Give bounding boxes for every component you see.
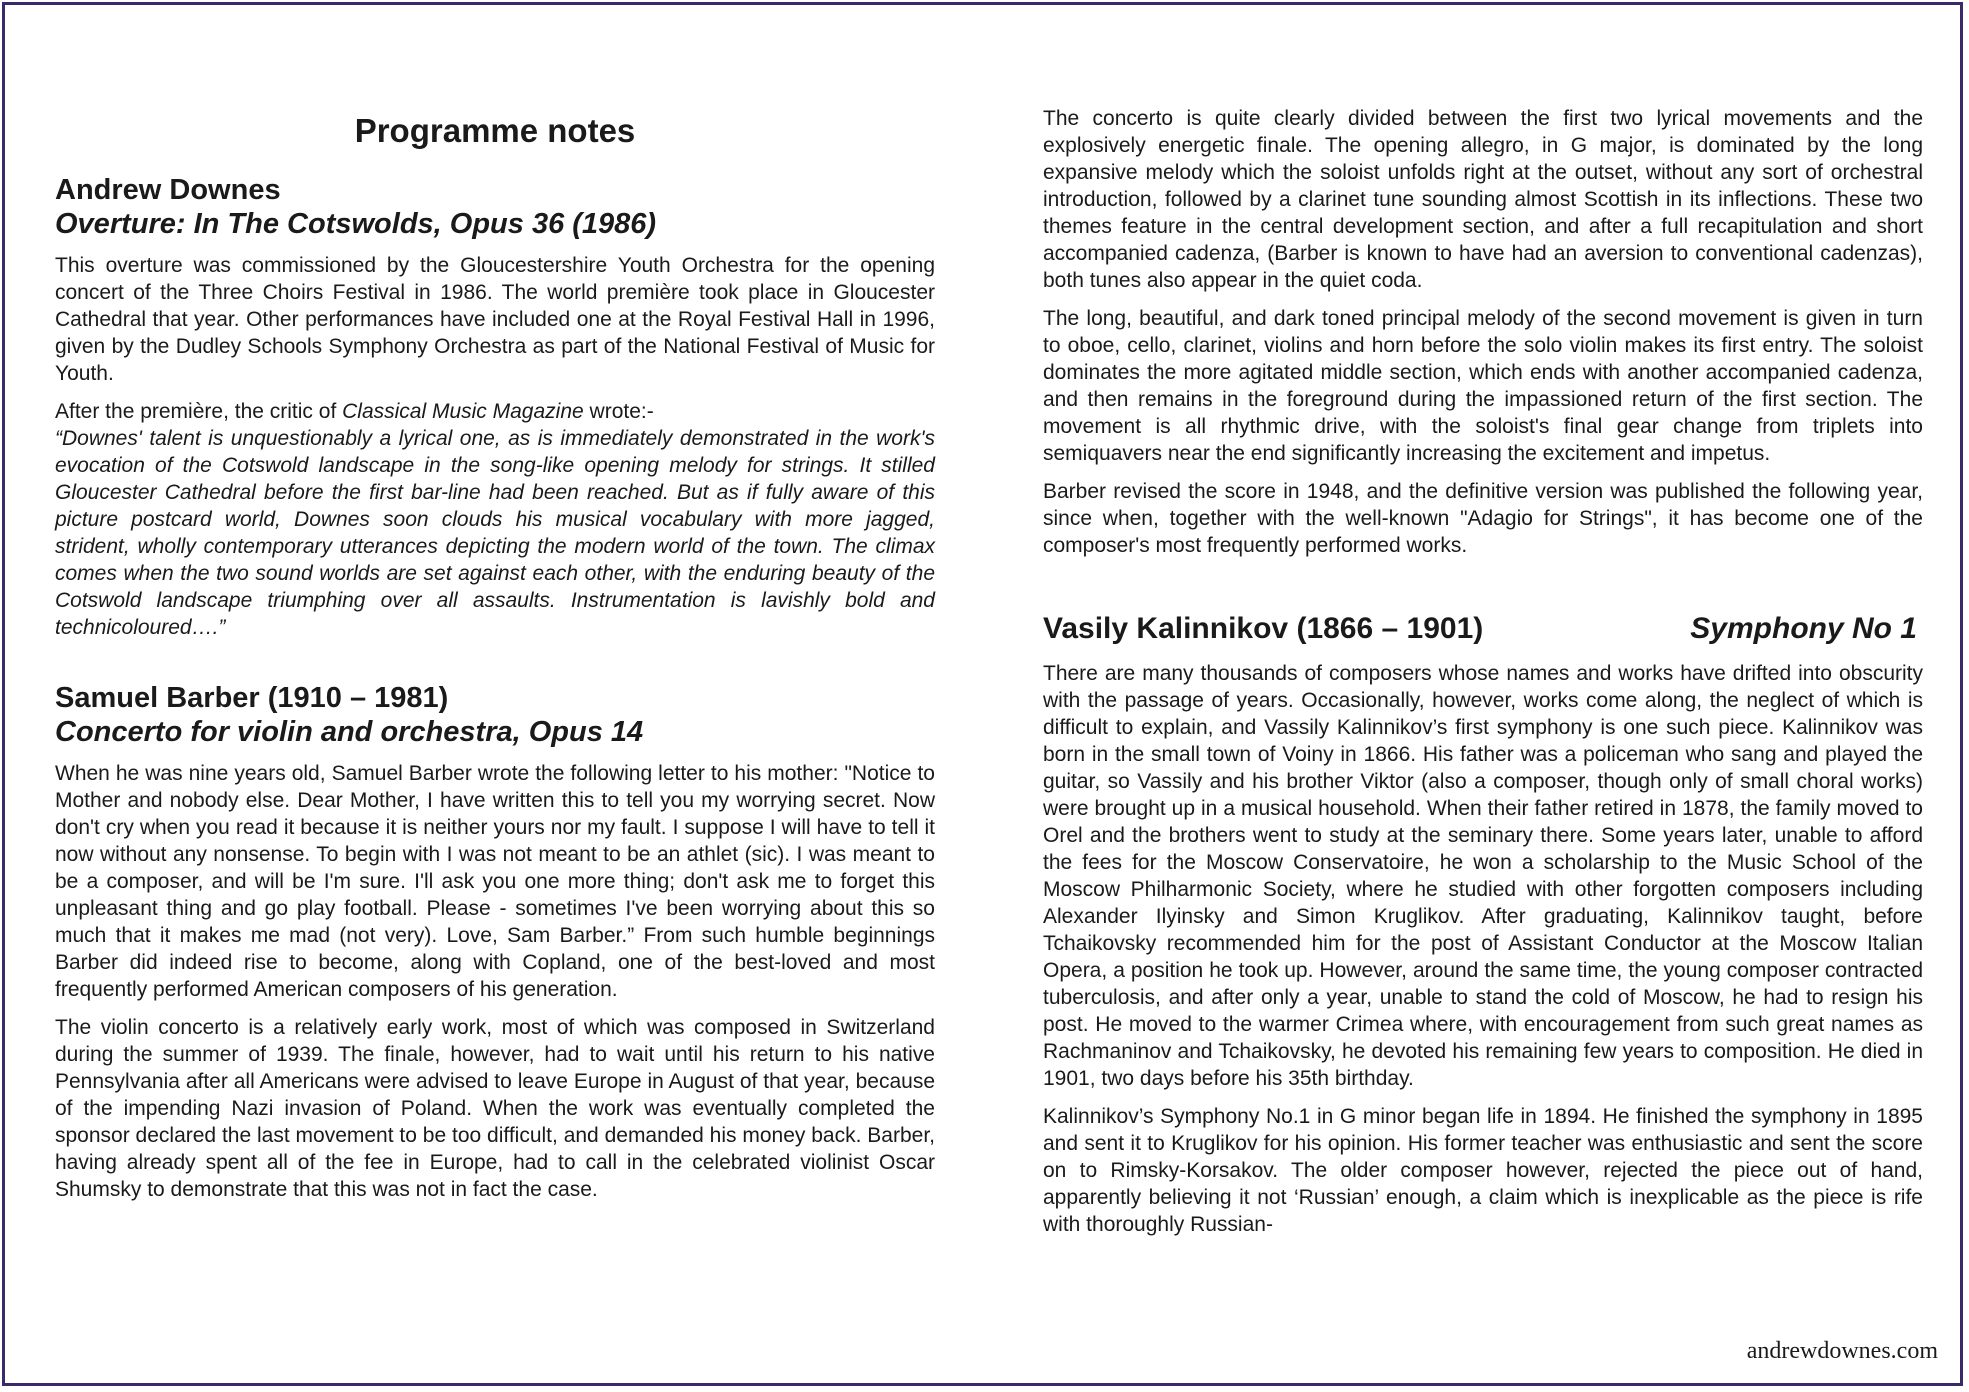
magazine-name: Classical Music Magazine (342, 400, 584, 423)
kalinnikov-composer-heading: Vasily Kalinnikov (1866 – 1901) (1043, 612, 1484, 645)
barber-paragraph-2: The violin concerto is a relatively early work, most of which was composed in Switzerland during the summer of 1939. The finale, however, had to wait until his return to his native Pennsylvania after all Americans were advised to leave Europe in August of that year, because of the impending Nazi invasion of Poland. When the work was eventually completed the sponsor declared the last movement to be too difficult, and demanded his money back. Barber, having already spent all of the fee in Europe, had to call in the celebrated violinist Oscar Shumsky to demonstrate that this was not in fact the case. (55, 1016, 935, 1201)
page-title: Programme notes (354, 112, 636, 149)
barber-composer-heading: Samuel Barber (1910 – 1981) (55, 682, 449, 714)
critic-intro-after: wrote:- (583, 400, 654, 423)
barber-continued (1043, 105, 1923, 559)
kalinnikov-work-title: Symphony No 1 (1690, 612, 1917, 645)
page-frame (2, 2, 1963, 1386)
kalinnikov-paragraph-1: There are many thousands of composers whose names and works have drifted into obscurity with the passage of years. Occasionally, however, works come along, the neglect of which is difficult to explain, and Vassily Kalinnikov’s first symphony is one such piece. Kalinnikov was born in the small town of Voiny in 1866. His father was a policeman who sang and played the guitar, so Vassily and his brother Viktor (also a composer, though only of small choral works) were brought up in a musical household. When their father retired in 1878, the family moved to Orel and the brothers went to study at the seminary there. Some years later, unable to afford the fees for the Moscow Conservatoire, he won a scholarship to the Music School of the Moscow Philharmonic Society, where he studied with other forgotten composers including Alexander Ilyinsky and Simon Kruglikov. After graduating, Kalinnikov taught, before Tchaikovsky recommended him for the post of Assistant Conductor at the Moscow Italian Opera, a position he took up. However, around the same time, the young composer contracted tuberculosis, and after only a year, unable to stand the cold of Moscow, he had to resign his post. He moved to the warmer Crimea where, with encouragement from such great names as Rachmaninov and Tchaikovsky, he devoted his remaining few years to composition. He died in 1901, two days before his 35th birthday. (1043, 662, 1923, 1090)
downes-critic-quote: “Downes' talent is unquestionably a lyrical one, as is immediately demonstrated in the work's evocation of the Cotswold landscape in the song-like opening melody for strings. It stilled Gloucester Cathedral before the first bar-line had been reached. But as if fully aware of this picture postcard world, Downes soon clouds his musical vocabulary with more jagged, strident, wholly contemporary utterances depicting the modern world of the town. The climax comes when the two sound worlds are set against each other, with the enduring beauty of the Cotswold landscape triumphing over all assaults. Instrumentation is lavishly bold and technicoloured….” (55, 427, 935, 639)
downes-composer-heading: Andrew Downes (55, 174, 281, 206)
downes-work-title: Overture: In The Cotswolds, Opus 36 (1986) (55, 208, 657, 240)
downes-critic-intro (55, 398, 935, 425)
barber-paragraph-3: The concerto is quite clearly divided between the first two lyrical movements and the explosively energetic finale. The opening allegro, in G major, is dominated by the long expansive melody which the soloist unfolds right at the outset, without any sort of orchestral introduction, followed by a clarinet tune sounding almost Scottish in its inflections. These two themes feature in the central development section, and after a full recapitulation and short accompanied cadenza, (Barber is known to have had an aversion to conventional cadenzas), both tunes also appear in the quiet coda. (1043, 107, 1923, 292)
barber-paragraph-1: When he was nine years old, Samuel Barber wrote the following letter to his mother: "Notice to Mother and nobody else. Dear Mother, I have written this to tell you my worrying secret. Now don't cry when you read it because it is neither yours nor my fault. I suppose I will have to tell it now without any nonsense. To begin with I was not meant to be an athlet (sic). I was meant to be a composer, and will be I'm sure. I'll ask you one more thing; don't ask me to forget this unpleasant thing and go play football. Please - sometimes I've been worrying about this so much that it makes me mad (not very). Love, Sam Barber.” From such humble beginnings Barber did indeed rise to become, along with Copland, one of the best-loved and most frequently performed American composers of his generation. (55, 762, 935, 1001)
critic-intro-before: After the première, the critic of (55, 400, 343, 423)
kalinnikov-heading-row (1043, 612, 1923, 646)
kalinnikov-section (1043, 612, 1923, 1238)
website-footer: andrewdownes.com (1746, 1338, 1938, 1364)
barber-paragraph-4: The long, beautiful, and dark toned principal melody of the second movement is given in turn to oboe, cello, clarinet, violins and horn before the solo violin makes its first entry. The soloist dominates the more agitated middle section, which ends with another accompanied cadenza, and then remains in the foreground during the impassioned return of the first section. The movement is all rhythmic drive, with the soloist's final gear change from triplets into semiquavers near the end significantly increasing the excitement and impetus. (1043, 307, 1923, 465)
downes-section (55, 173, 935, 641)
kalinnikov-paragraph-2: Kalinnikov’s Symphony No.1 in G minor began life in 1894. He finished the symphony in 1895 and sent it to Kruglikov for his opinion. His former teacher was enthusiastic and sent the score on to Rimsky-Korsakov. The older composer however, rejected the piece out of hand, apparently believing it not ‘Russian’ enough, a claim which is inexplicable as the piece is rife with thoroughly Russian- (1043, 1105, 1923, 1236)
downes-paragraph-1: This overture was commissioned by the Gloucestershire Youth Orchestra for the opening concert of the Three Choirs Festival in 1986. The world première took place in Gloucester Cathedral that year. Other performances have included one at the Royal Festival Hall in 1996, given by the Dudley Schools Symphony Orchestra as part of the National Festival of Music for Youth. (55, 254, 935, 385)
barber-paragraph-5: Barber revised the score in 1948, and the definitive version was published the following year, since when, together with the well-known "Adagio for Strings", it has become one of the composer's most frequently performed works. (1043, 480, 1923, 557)
barber-section (55, 681, 935, 1203)
barber-work-title: Concerto for violin and orchestra, Opus 14 (55, 716, 644, 748)
